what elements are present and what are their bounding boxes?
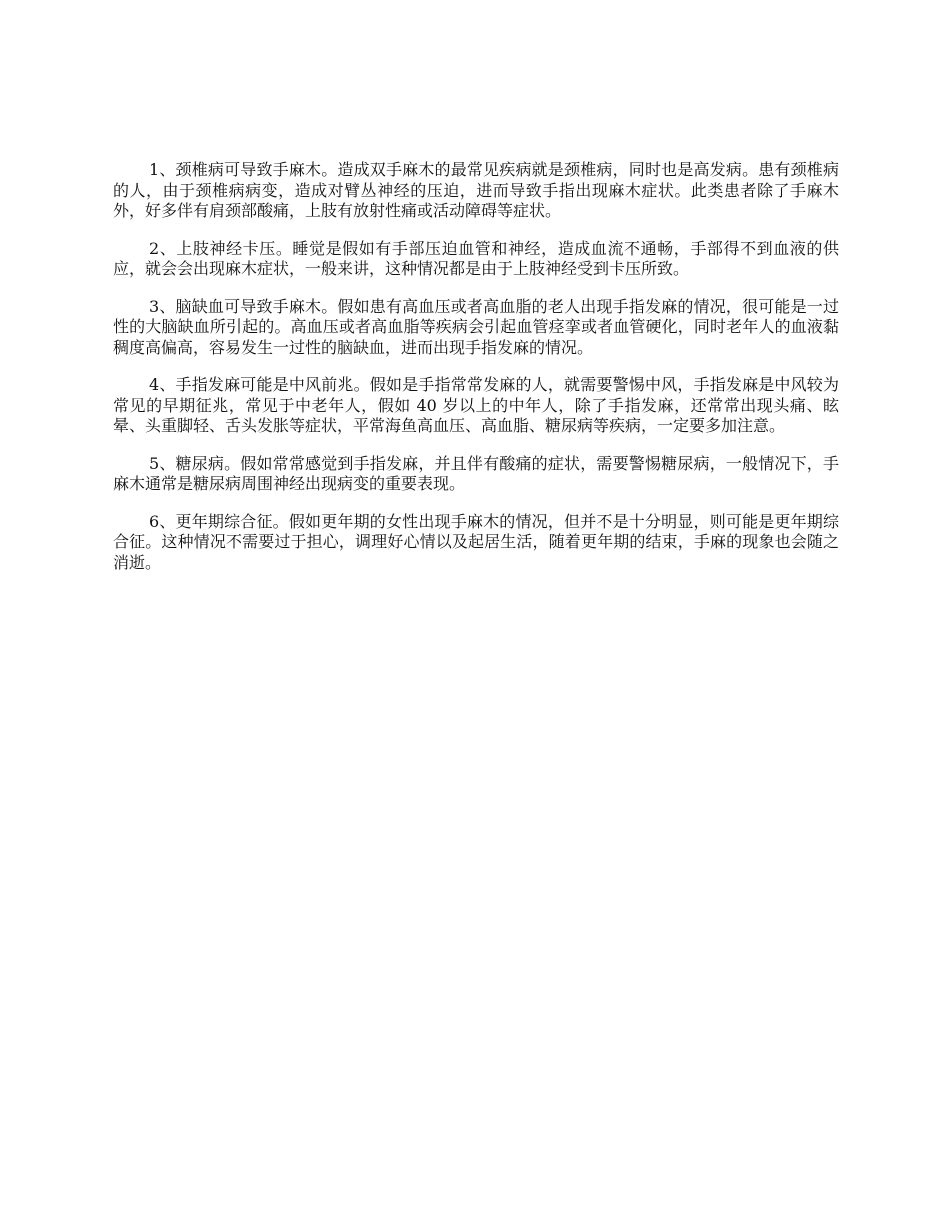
paragraph-nerve-compression: 2、上肢神经卡压。睡觉是假如有手部压迫血管和神经，造成血流不通畅，手部得不到血液的供应，就会会出现麻木症状，一般来讲，这种情况都是由于上肢神经受到卡压所致。	[113, 238, 839, 278]
paragraph-cerebral-ischemia: 3、脑缺血可导致手麻木。假如患有高血压或者高血脂的老人出现手指发麻的情况，很可能是一过性的大脑缺血所引起的。高血压或者高血脂等疾病会引起血管痉挛或者血管硬化，同时老年人的血液黏稠度高偏高，容易发生一过性的脑缺血，进而出现手指发麻的情况。	[113, 296, 839, 357]
paragraph-menopause: 6、更年期综合征。假如更年期的女性出现手麻木的情况，但并不是十分明显，则可能是更年期综合征。这种情况不需要过于担心，调理好心情以及起居生活，随着更年期的结束，手麻的现象也会随之消逝。	[113, 511, 839, 572]
paragraph-diabetes: 5、糖尿病。假如常常感觉到手指发麻，并且伴有酸痛的症状，需要警惕糖尿病，一般情况下，手麻木通常是糖尿病周围神经出现病变的重要表现。	[113, 453, 839, 493]
paragraph-cervical-spondylosis: 1、颈椎病可导致手麻木。造成双手麻木的最常见疾病就是颈椎病，同时也是高发病。患有颈椎病的人，由于颈椎病病变，造成对臂丛神经的压迫，进而导致手指出现麻木症状。此类患者除了手麻木外，好多伴有肩颈部酸痛，上肢有放射性痛或活动障碍等症状。	[113, 160, 839, 220]
document-body	[113, 160, 839, 590]
paragraph-stroke-warning: 4、手指发麻可能是中风前兆。假如是手指常常发麻的人，就需要警惕中风，手指发麻是中风较为常见的早期征兆，常见于中老年人，假如 40 岁以上的中年人，除了手指发麻，还常常出现头痛、眩晕、头重脚轻、舌头发胀等症状，平常海鱼高血压、高血脂、糖尿病等疾病，一定要多加注意。	[113, 375, 839, 435]
